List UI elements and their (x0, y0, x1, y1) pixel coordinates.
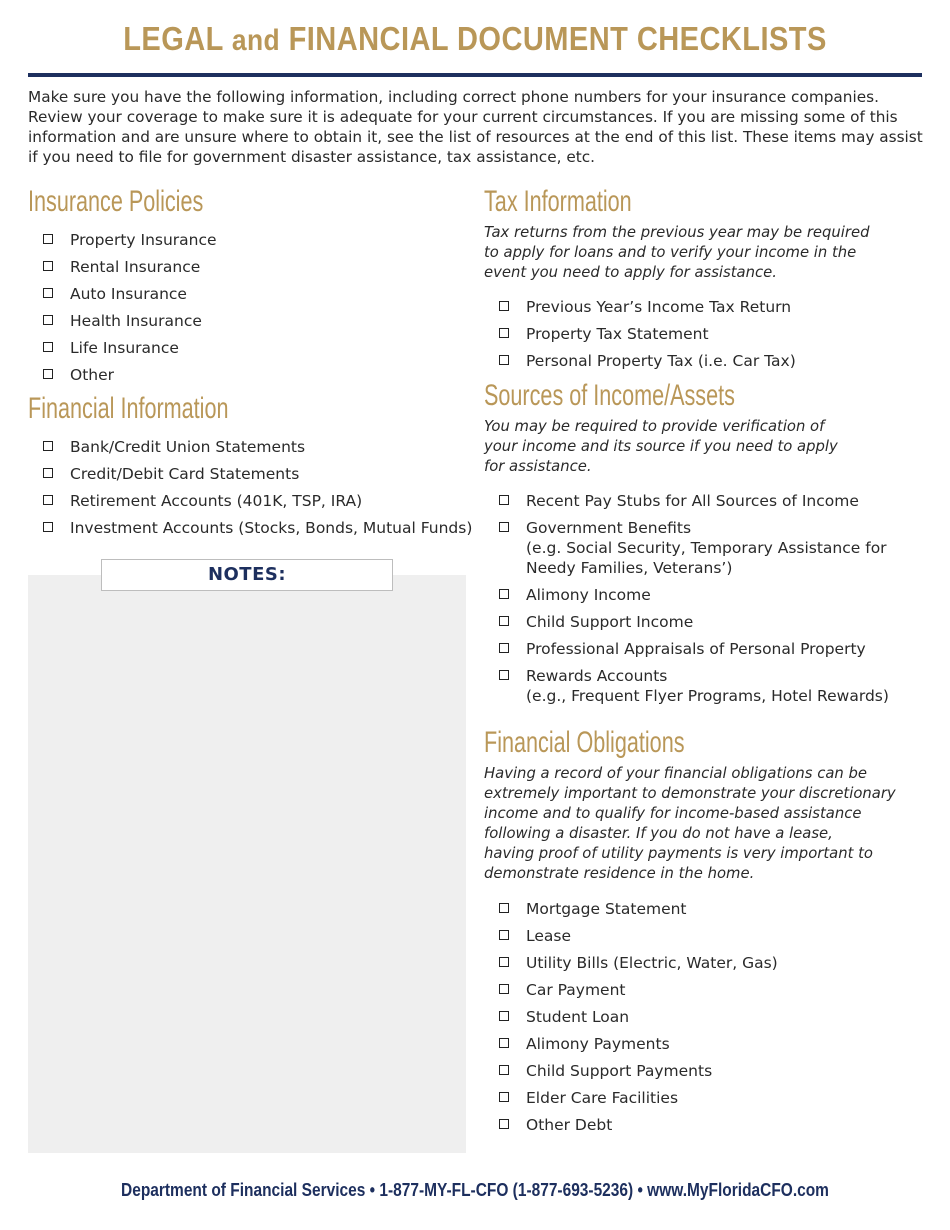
checklist-item[interactable]: Student Loan (484, 1007, 934, 1027)
tax-checklist (484, 297, 934, 371)
checkbox-icon[interactable] (43, 315, 53, 325)
checkbox-icon[interactable] (499, 301, 509, 311)
checkbox-icon[interactable] (499, 903, 509, 913)
checkbox-icon[interactable] (499, 589, 509, 599)
checkbox-icon[interactable] (43, 441, 53, 451)
obligations-checklist (484, 899, 934, 1135)
checklist-item[interactable]: Recent Pay Stubs for All Sources of Income (484, 491, 934, 511)
checklist-item[interactable]: Child Support Payments (484, 1061, 934, 1081)
checkbox-icon[interactable] (499, 1119, 509, 1129)
checkbox-icon[interactable] (499, 1038, 509, 1048)
checkbox-icon[interactable] (499, 355, 509, 365)
checklist-item[interactable]: Alimony Income (484, 585, 934, 605)
checklist-item[interactable]: Property Tax Statement (484, 324, 934, 344)
checkbox-icon[interactable] (499, 643, 509, 653)
checkbox-icon[interactable] (43, 522, 53, 532)
checklist-item[interactable]: Property Insurance (28, 230, 473, 250)
checkbox-icon[interactable] (499, 957, 509, 967)
item-subtext: (e.g. Social Security, Temporary Assistance for Needy Families, Veterans’) (526, 539, 887, 577)
checkbox-icon[interactable] (499, 328, 509, 338)
checklist-item[interactable]: Credit/Debit Card Statements (28, 464, 473, 484)
checklist-item[interactable]: Utility Bills (Electric, Water, Gas) (484, 953, 934, 973)
checklist-item[interactable]: Personal Property Tax (i.e. Car Tax) (484, 351, 934, 371)
checkbox-icon[interactable] (499, 1011, 509, 1021)
checkbox-icon[interactable] (499, 522, 509, 532)
page-title: LEGAL and FINANCIAL DOCUMENT CHECKLISTS (123, 20, 827, 57)
checklist-item[interactable]: Lease (484, 926, 934, 946)
checklist-item[interactable]: Mortgage Statement (484, 899, 934, 919)
checkbox-icon[interactable] (499, 495, 509, 505)
right-column (484, 183, 934, 1135)
checkbox-icon[interactable] (499, 616, 509, 626)
checklist-item[interactable]: Investment Accounts (Stocks, Bonds, Mutual Funds) (28, 518, 473, 538)
checkbox-icon[interactable] (499, 930, 509, 940)
title-divider (28, 73, 922, 77)
checklist-item[interactable]: Child Support Income (484, 612, 934, 632)
obligations-description: Having a record of your financial obligations can be extremely important to demonstrate your discretionary income and to qualify for income-based assistance following a disaster. If you do not have a lease, having proof of utility payments is very important to demonstrate residence in the home. (484, 765, 896, 882)
checklist-item[interactable]: Health Insurance (28, 311, 473, 331)
checklist-item[interactable]: Government Benefits (e.g. Social Security, Temporary Assistance for Needy Families, Veterans’) (484, 518, 934, 578)
income-checklist (484, 491, 934, 706)
checklist-item[interactable]: Rewards Accounts (e.g., Frequent Flyer Programs, Hotel Rewards) (484, 666, 934, 706)
checklist-item[interactable]: Rental Insurance (28, 257, 473, 277)
checklist-item[interactable]: Alimony Payments (484, 1034, 934, 1054)
checklist-item[interactable]: Bank/Credit Union Statements (28, 437, 473, 457)
insurance-checklist (28, 230, 473, 385)
checklist-item[interactable]: Professional Appraisals of Personal Property (484, 639, 934, 659)
checklist-item[interactable]: Previous Year’s Income Tax Return (484, 297, 934, 317)
checklist-item[interactable]: Other (28, 365, 473, 385)
checklist-item[interactable]: Elder Care Facilities (484, 1088, 934, 1108)
footer-contact: Department of Financial Services • 1-877-MY-FL-CFO (1-877-693-5236) • www.MyFloridaCFO.com (121, 1180, 829, 1200)
obligations-heading: Financial Obligations (484, 726, 685, 759)
checkbox-icon[interactable] (499, 984, 509, 994)
checkbox-icon[interactable] (43, 342, 53, 352)
left-column (28, 183, 473, 538)
insurance-heading: Insurance Policies (28, 185, 204, 218)
checkbox-icon[interactable] (43, 288, 53, 298)
financial-info-checklist (28, 437, 473, 538)
checkbox-icon[interactable] (43, 369, 53, 379)
intro-paragraph: Make sure you have the following information, including correct phone numbers for your insurance companies. Review your coverage to make sure it is adequate for your current circumstances. If you are missing some of this information and are unsure where to obtain it, see the list of resources at the end of this list. These items may assist if you need to file for government disaster assistance, tax assistance, etc. (28, 88, 923, 166)
item-subtext: (e.g., Frequent Flyer Programs, Hotel Rewards) (526, 687, 889, 705)
checklist-item[interactable]: Auto Insurance (28, 284, 473, 304)
checklist-item[interactable]: Other Debt (484, 1115, 934, 1135)
income-description: You may be required to provide verification of your income and its source if you need to apply for assistance. (484, 418, 838, 475)
financial-info-heading: Financial Information (28, 392, 229, 425)
checkbox-icon[interactable] (499, 670, 509, 680)
notes-area[interactable] (28, 575, 466, 1153)
tax-heading: Tax Information (484, 185, 632, 218)
checklist-item[interactable]: Car Payment (484, 980, 934, 1000)
income-heading: Sources of Income/Assets (484, 379, 735, 412)
notes-label: NOTES: (101, 559, 393, 591)
checklist-item[interactable]: Retirement Accounts (401K, TSP, IRA) (28, 491, 473, 511)
checkbox-icon[interactable] (499, 1092, 509, 1102)
checkbox-icon[interactable] (43, 495, 53, 505)
checklist-item[interactable]: Life Insurance (28, 338, 473, 358)
tax-description: Tax returns from the previous year may be required to apply for loans and to verify your income in the event you need to apply for assistance. (484, 224, 870, 281)
checkbox-icon[interactable] (43, 468, 53, 478)
checkbox-icon[interactable] (499, 1065, 509, 1075)
checkbox-icon[interactable] (43, 234, 53, 244)
checkbox-icon[interactable] (43, 261, 53, 271)
